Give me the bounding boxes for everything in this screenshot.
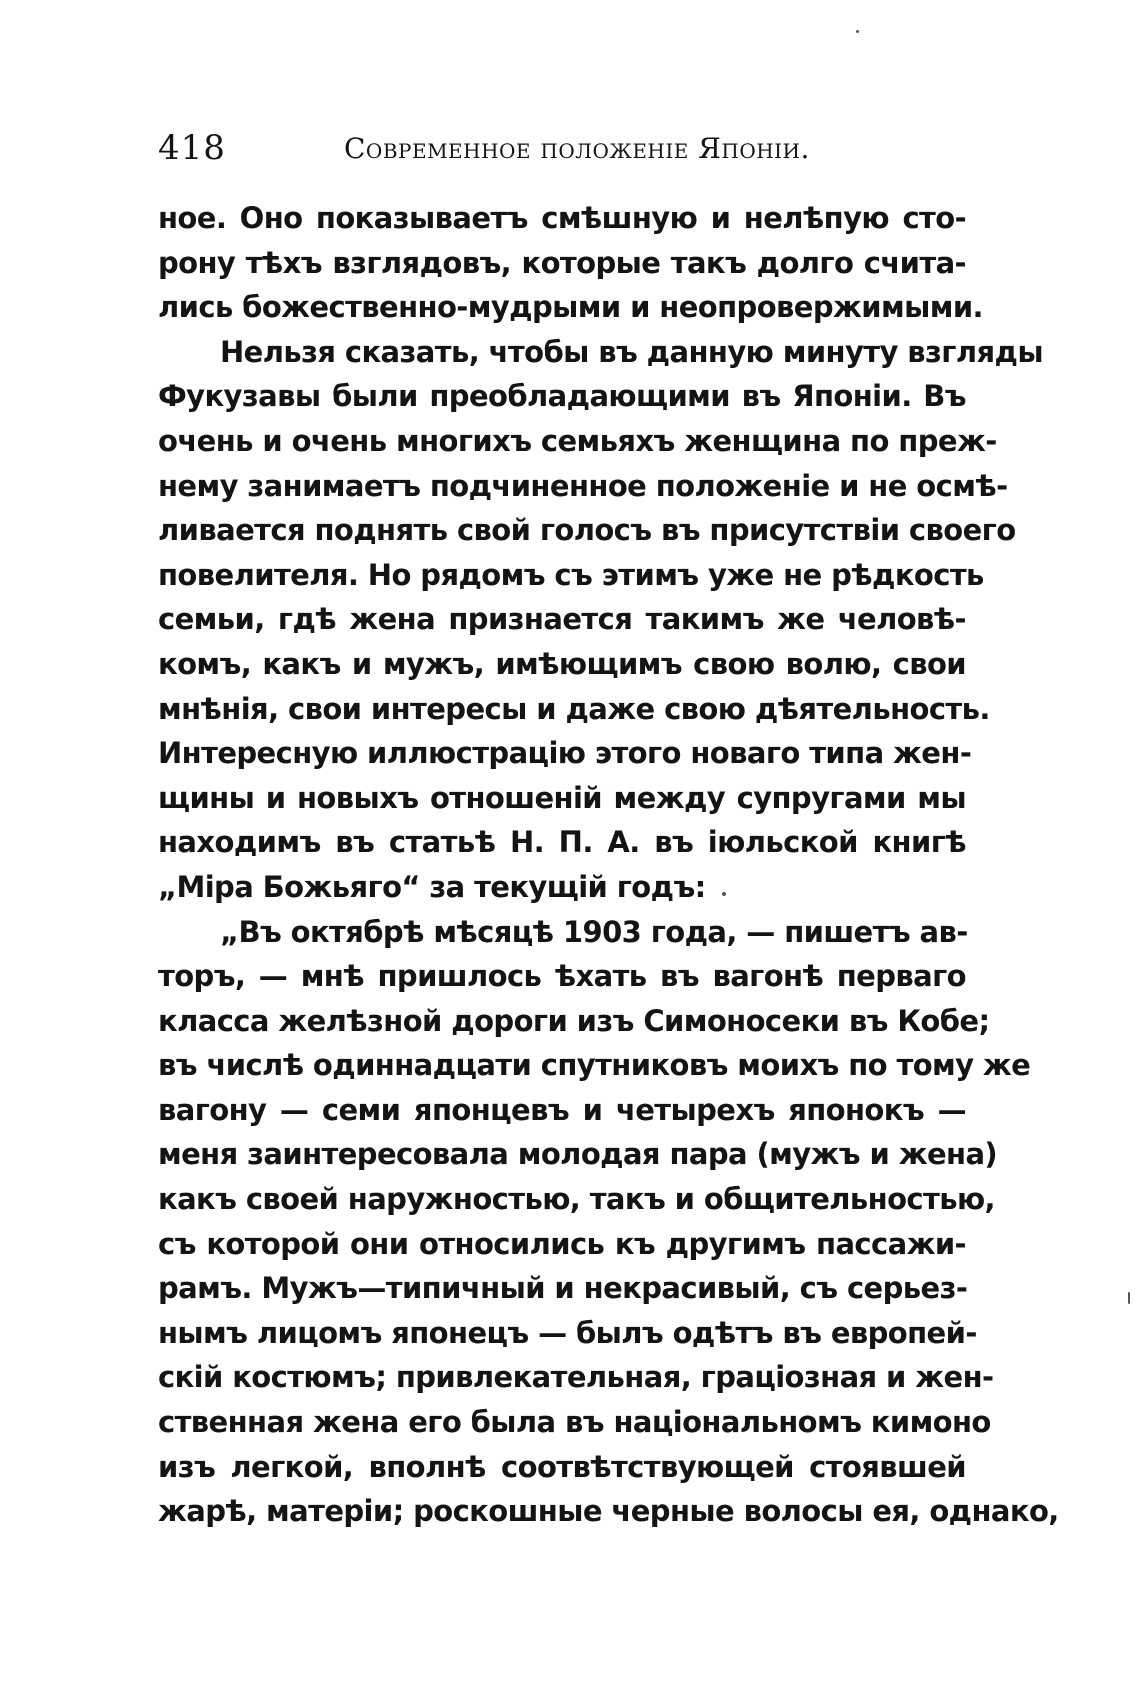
text-line: очень и очень многихъ семьяхъ женщина по преж- (158, 423, 997, 458)
text-line: ное. Оно показываетъ смѣшную и нелѣпую сто- (158, 201, 966, 235)
text-line: жарѣ, матеріи; роскошные черные волосы ея, однако, (158, 1494, 1059, 1529)
text-line: рону тѣхъ взглядовъ, которые такъ долго счита- (158, 245, 966, 280)
text-line: повелителя. Но рядомъ съ этимъ уже не рѣдкость (158, 557, 984, 592)
text-line: вагону — семи японцевъ и четырехъ японокъ — (158, 1092, 966, 1127)
text-line: Фукузавы были преобладающими въ Японіи. Въ (158, 379, 966, 414)
text-line: класса желѣзной дороги изъ Симоносеки въ Кобе; (158, 1003, 990, 1038)
text-line: комъ, какъ и мужъ, имѣющимъ свою волю, свои (158, 646, 966, 681)
text-line: нему занимаетъ подчиненное положеніе и не осмѣ- (158, 468, 1008, 503)
text-line: какъ своей наружностью, такъ и общительностью, (158, 1182, 995, 1217)
text-line: скій костюмъ; привлекательная, граціозная и жен- (158, 1360, 994, 1395)
text-line: „Въ октябрѣ мѣсяцѣ 1903 года, — пишетъ ав- (220, 914, 968, 949)
text-line: меня заинтересовала молодая пара (мужъ и жена) (158, 1137, 998, 1172)
text-line: находимъ въ статьѣ Н. П. А. въ іюльской книгѣ (158, 825, 966, 860)
text-line: ственная жена его была въ національномъ кимоно (158, 1405, 991, 1440)
running-title: Современное положеніе Японіи. (344, 132, 810, 165)
text-line: нымъ лицомъ японецъ — былъ одѣтъ въ европей- (158, 1315, 977, 1350)
text-line: мнѣнія, свои интересы и даже свою дѣятельность. (158, 691, 990, 726)
text-line: рамъ. Мужъ—типичный и некрасивый, съ серьез- (158, 1271, 968, 1306)
text-line: Интересную иллюстрацію этого новаго типа жен- (158, 736, 972, 771)
text-line: лись божественно-мудрыми и неопровержимыми. (158, 290, 983, 325)
text-line: торъ, — мнѣ пришлось ѣхать въ вагонѣ перваго (158, 959, 966, 994)
scan-speck (856, 30, 859, 33)
page-header (158, 128, 958, 176)
text-line: семьи, гдѣ жена признается такимъ же человѣ- (158, 602, 966, 637)
text-line: „Міра Божьяго“ за текущій годъ: (158, 869, 706, 904)
text-line: съ которой они относились къ другимъ пассажи- (158, 1226, 966, 1261)
text-line: щины и новыхъ отношеній между супругами мы (158, 780, 966, 815)
body-text (158, 196, 1059, 1534)
text-line: ливается поднять свой голосъ въ присутствіи своего (158, 513, 1016, 548)
text-line: въ числѣ одиннадцати спутниковъ моихъ по тому же (158, 1048, 1031, 1083)
text-line: изъ легкой, вполнѣ соотвѣтствующей стоявшей (158, 1449, 966, 1484)
scan-speck (1128, 1292, 1130, 1304)
text-line: Нельзя сказать, чтобы въ данную минуту взгляды (220, 334, 1043, 369)
scan-speck (722, 892, 726, 896)
page-number: 418 (158, 128, 226, 168)
